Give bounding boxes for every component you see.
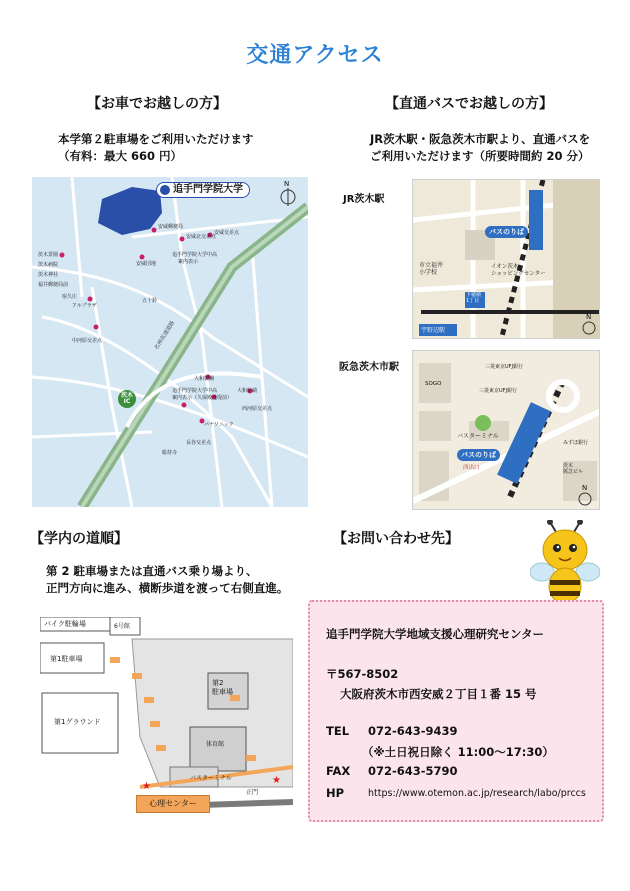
contact-postal-code: 〒567-8502: [326, 667, 399, 681]
jr-station-badge-label: 宇野辺駅: [421, 327, 446, 334]
map-label: 安威交差点: [214, 230, 240, 236]
hankyu-station-label: 阪急茨木市駅: [339, 362, 399, 373]
ic-label: 茨木 IC: [120, 392, 133, 405]
hankyu-bus-stop: バスのりば: [457, 449, 500, 461]
hankyu-bank1-label: 三菱東京UFJ銀行: [485, 364, 524, 370]
car-map-north: N: [284, 180, 290, 188]
campus-info-line1: 第 2 駐車場または直通バス乗り場より、: [46, 564, 258, 578]
svg-text:★: ★: [272, 775, 281, 786]
campus-terminal-label: バスターミナル: [190, 775, 232, 782]
jr-station-label: JR茨木駅: [343, 194, 385, 205]
contact-section-heading: 【お問い合わせ先】: [333, 531, 459, 547]
hankyu-exit-label: 西出口: [463, 465, 480, 471]
map-label: 福井郵便局前: [38, 282, 69, 288]
jr-lower-label: 下穂積 1丁目: [466, 292, 482, 304]
contact-fax-label: FAX: [326, 764, 351, 778]
university-name: 追手門学院大学: [173, 184, 243, 195]
map-label: 大和紡績: [237, 388, 258, 394]
map-label: 茨木病院: [38, 262, 59, 268]
map-label: 茨木霊園: [38, 252, 59, 258]
map-label: 宿久庄: [62, 294, 78, 300]
university-logo-icon: [160, 185, 170, 195]
map-label: 安威郵便局: [158, 224, 184, 230]
map-label: 案内表示: [178, 259, 199, 265]
hankyu-station-map: [412, 350, 600, 510]
campus-info-line2: 正門方向に進み、横断歩道を渡って右側直進。: [46, 581, 289, 595]
contact-hp-label: HP: [326, 786, 345, 800]
jr-station-map: [412, 179, 600, 339]
map-label: 中河原交差点: [72, 338, 103, 344]
car-info: [58, 131, 254, 165]
contact-hours: （※土日祝日除く 11:00～17:30）: [362, 745, 554, 759]
hankyu-shop-label: 茨木 阪急ビル: [563, 463, 584, 475]
map-label: 茨木神社: [38, 272, 59, 278]
hankyu-station-building: [497, 402, 551, 484]
bee-mascot-icon: [530, 520, 600, 608]
contact-tel: 072-643-9439: [368, 724, 458, 738]
hankyu-sogo-label: SOGO: [425, 381, 442, 387]
jr-map-north: N: [586, 313, 592, 321]
contact-box: [308, 600, 604, 822]
map-label: 大和製鋼: [194, 376, 215, 382]
jr-bus-stop: バスのりば: [485, 226, 528, 238]
campus-section-heading: 【学内の道順】: [30, 531, 128, 547]
map-label: 追手門学院大学中高: [172, 388, 218, 394]
map-label: パナソニック: [204, 422, 234, 428]
hankyu-terminal-label: バスターミナル: [457, 433, 499, 440]
contact-tel-label: TEL: [326, 724, 350, 738]
campus-area: [98, 187, 162, 235]
campus-gate-label: 正門: [246, 789, 259, 796]
university-label: [156, 182, 250, 198]
car-info-line1: 本学第２駐車場をご利用いただけます: [58, 132, 254, 146]
map-label: 安威北交差点: [186, 234, 217, 240]
page-title: 交通アクセス: [246, 43, 384, 68]
jr-school-label: 市立福井 小学校: [419, 262, 444, 276]
hankyu-map-drawing: [413, 351, 600, 510]
bus-info-line2: ご利用いただけます（所要時間約 20 分）: [370, 149, 590, 163]
map-label: 五十鈴: [142, 298, 158, 304]
car-info-line2: （有料：最大 660 円）: [58, 149, 183, 163]
contact-fax: 072-643-5790: [368, 764, 458, 778]
hankyu-bank1b-label: 三菱東京UFJ銀行: [479, 388, 518, 394]
jr-map-drawing: [413, 180, 600, 339]
contact-address: 大阪府茨木市西安威２丁目１番 15 号: [340, 687, 537, 701]
bus-info-line1: JR茨木駅・阪急茨木市駅より、直通バスを: [370, 132, 591, 146]
contact-organization: 追手門学院大学地域支援心理研究センター: [326, 627, 545, 641]
jr-mall-label: イオン茨木 ショッピングセンター: [491, 264, 546, 277]
contact-website-link[interactable]: https://www.otemon.ac.jp/research/labo/prccs: [368, 788, 586, 799]
map-label: 安威団地: [136, 261, 157, 267]
map-label: 西河原交差点: [242, 406, 273, 412]
campus-bldg6-label: 6号館: [114, 623, 130, 630]
svg-text:★: ★: [142, 781, 151, 792]
campus-info: [46, 563, 288, 597]
expressway-label: 名神高速道路: [153, 320, 177, 352]
psychology-center-marker: 心理センター: [136, 795, 210, 813]
campus-parking1-label: 第1駐車場: [50, 655, 83, 663]
campus-route-map: [40, 617, 293, 815]
hankyu-map-north: N: [582, 484, 588, 492]
campus-ground1-label: 第1グラウンド: [54, 718, 101, 726]
campus-map-drawing: [40, 617, 293, 815]
map-label: アルプラザ: [72, 303, 97, 309]
car-route-map: [32, 177, 308, 507]
map-label: 長谷交差点: [186, 440, 212, 446]
map-label: 案内表示（久保殿池堤前）: [172, 395, 233, 401]
bus-section-heading: 【直通バスでお越しの方】: [385, 96, 553, 112]
hankyu-bank2-label: みずほ銀行: [563, 440, 589, 446]
campus-bike-label: バイク駐輪場: [44, 620, 86, 628]
bus-info: [370, 131, 590, 165]
map-label: 総持寺: [162, 450, 178, 456]
campus-parking2-label: 第2 駐車場: [212, 679, 233, 696]
car-section-heading: 【お車でお越しの方】: [87, 96, 227, 112]
map-label: 追手門学院大学中高: [172, 252, 218, 258]
campus-gym-label: 体育館: [206, 741, 225, 748]
